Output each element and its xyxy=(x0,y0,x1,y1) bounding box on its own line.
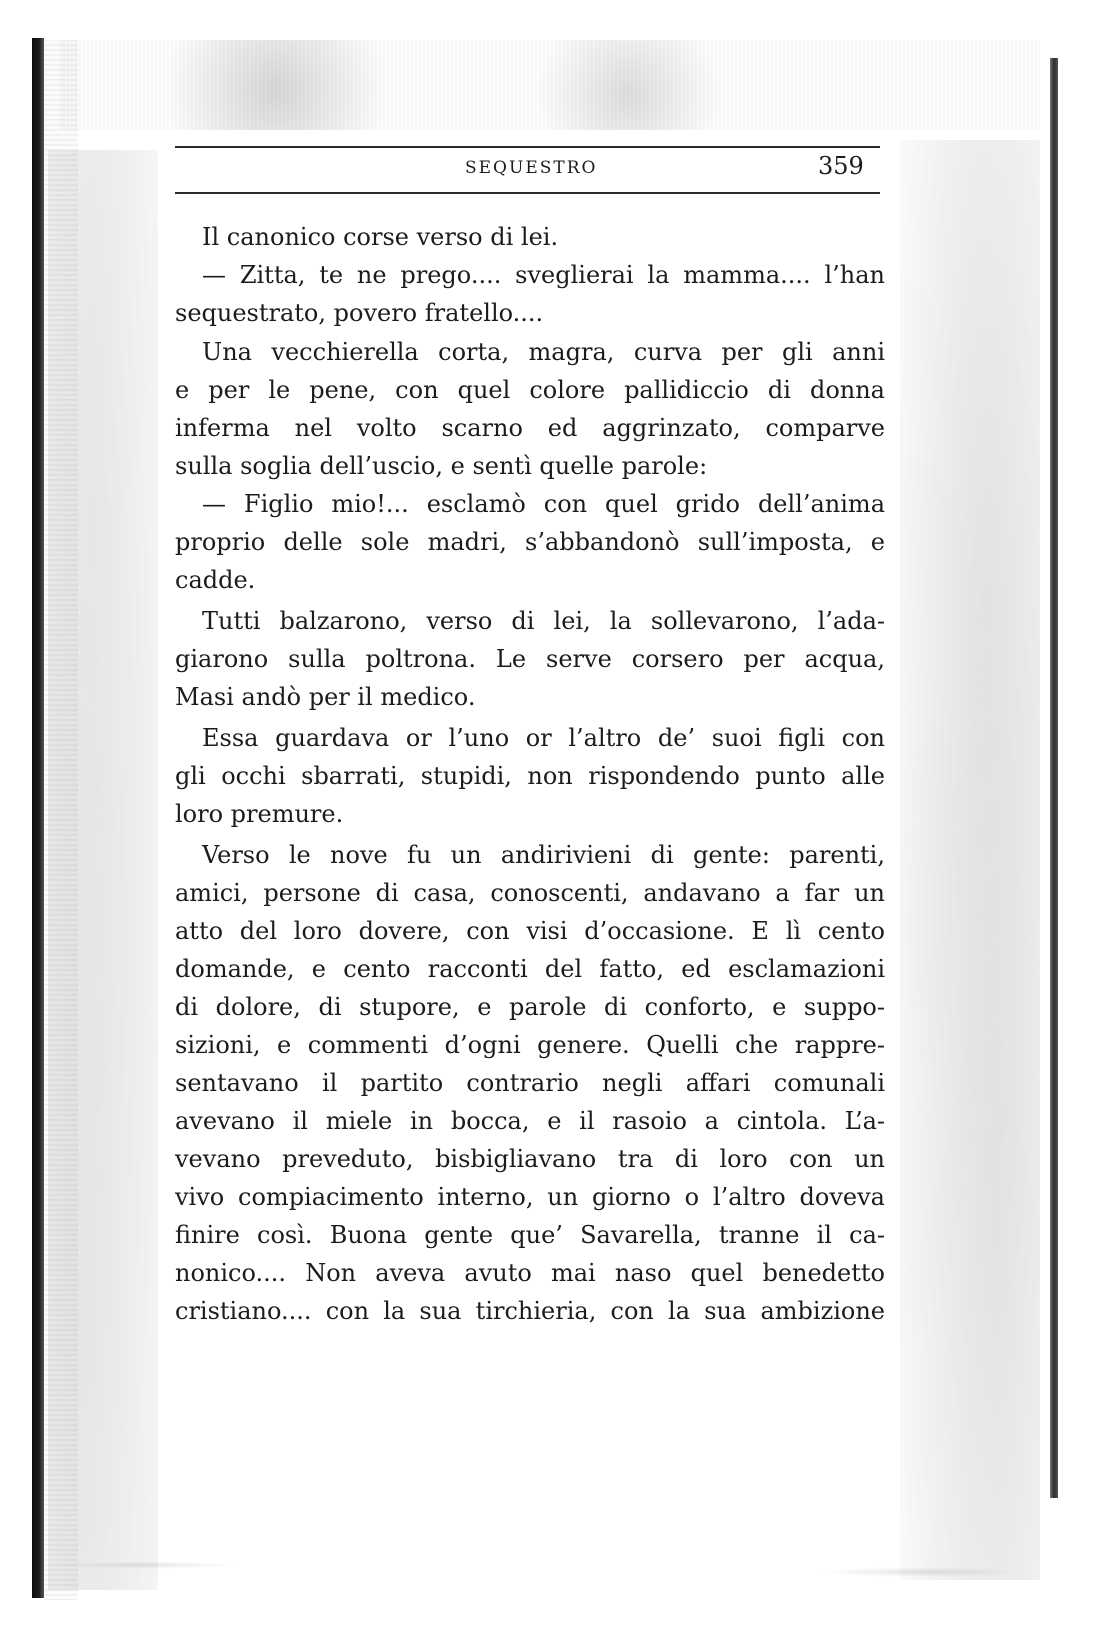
header-rule-bottom xyxy=(175,192,880,194)
text-line: sequestrato, povero fratello.... xyxy=(175,299,544,327)
text-line: sentavano il partito contrario negli affari comunali xyxy=(175,1069,885,1097)
text-line: Essa guardava or l’uno or l’altro de’ suoi figli con xyxy=(202,724,885,752)
text-line: di dolore, di stupore, e parole di conforto, e suppo- xyxy=(175,993,885,1021)
text-line: avevano il miele in bocca, e il rasoio a cintola. L’a- xyxy=(175,1107,885,1135)
text-line: vevano preveduto, bisbigliavano tra di loro con un xyxy=(175,1145,885,1173)
text-line: Masi andò per il medico. xyxy=(175,683,476,711)
text-line: amici, persone di casa, conoscenti, andavano a far un xyxy=(175,879,885,907)
book-edge-shadow-right xyxy=(1050,58,1058,1498)
scan-noise-top xyxy=(60,40,1040,130)
text-line: vivo compiacimento interno, un giorno o l’altro doveva xyxy=(175,1183,885,1211)
scan-noise-bottom xyxy=(48,1530,1038,1600)
text-line: — Zitta, te ne prego.... sveglierai la mamma.... l’han xyxy=(202,261,885,289)
text-line: — Figlio mio!... esclamò con quel grido dell’anima xyxy=(202,490,885,518)
text-line: atto del loro dovere, con visi d’occasione. E lì cento xyxy=(175,917,885,945)
text-line: Il canonico corse verso di lei. xyxy=(202,223,559,251)
text-line: finire così. Buona gente que’ Savarella, tranne il ca- xyxy=(175,1221,885,1249)
text-line: Una vecchierella corta, magra, curva per gli anni xyxy=(202,338,885,366)
text-line: cristiano.... con la sua tirchieria, con la sua ambizione xyxy=(175,1297,885,1325)
text-line: inferma nel volto scarno ed aggrinzato, comparve xyxy=(175,414,885,442)
text-line: sulla soglia dell’uscio, e sentì quelle parole: xyxy=(175,452,708,480)
text-line: Verso le nove fu un andirivieni di gente: parenti, xyxy=(202,841,885,869)
header-rule-top xyxy=(175,146,880,148)
text-line: loro premure. xyxy=(175,800,344,828)
book-spine-shadow-left xyxy=(32,38,44,1598)
text-line: gli occhi sbarrati, stupidi, non rispondendo punto alle xyxy=(175,762,885,790)
scan-noise-right xyxy=(900,140,1040,1580)
text-line: Tutti balzarono, verso di lei, la sollevarono, l’ada- xyxy=(202,607,885,635)
text-line: e per le pene, con quel colore pallidiccio di donna xyxy=(175,376,885,404)
running-title: SEQUESTRO xyxy=(465,158,598,178)
page-number: 359 xyxy=(818,152,864,180)
text-line: nonico.... Non aveva avuto mai naso quel benedetto xyxy=(175,1259,885,1287)
text-line: domande, e cento racconti del fatto, ed esclamazioni xyxy=(175,955,885,983)
text-line: proprio delle sole madri, s’abbandonò sull’imposta, e xyxy=(175,528,885,556)
text-line: giarono sulla poltrona. Le serve corsero per acqua, xyxy=(175,645,885,673)
text-line: sizioni, e commenti d’ogni genere. Quelli che rappre- xyxy=(175,1031,885,1059)
text-line: cadde. xyxy=(175,566,256,594)
scan-noise-left xyxy=(48,150,158,1590)
